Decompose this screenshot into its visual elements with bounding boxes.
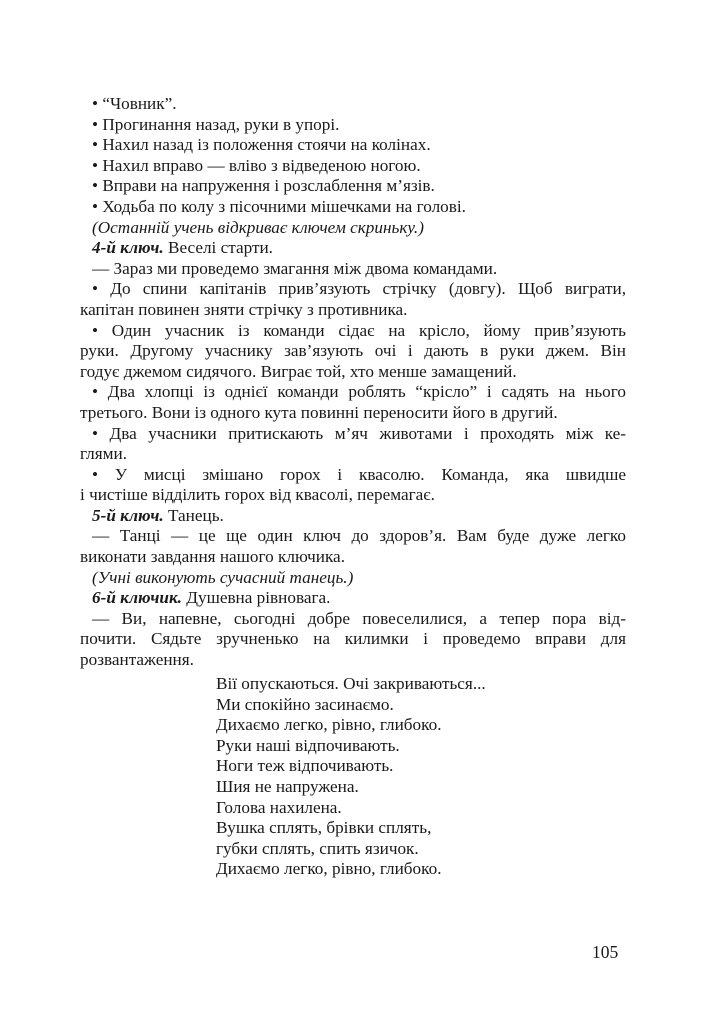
poem-line: губки сплять, спить язичок. (216, 838, 419, 858)
paragraph-line: • Два учасники притискають м’яч животами і проходять між ке- (92, 423, 626, 443)
stage-direction: (Останній учень відкриває ключем скриньку.) (92, 217, 424, 237)
list-item: • Нахил вправо — вліво з відведеною ногою. (92, 155, 421, 175)
paragraph-line: глями. (80, 444, 128, 464)
paragraph-line: — Зараз ми проведемо змагання між двома командами. (92, 258, 498, 278)
list-item: • Прогинання назад, руки в упорі. (92, 114, 340, 134)
paragraph-line: — Танці — це ще один ключ до здоров’я. Вам буде дуже легко (92, 526, 626, 546)
key5-text: Танець. (163, 505, 224, 525)
poem-block (216, 674, 486, 880)
page-number: 105 (592, 942, 619, 962)
section-heading-key5 (80, 506, 626, 527)
poem-line: Ми спокійно засинаємо. (216, 694, 394, 714)
section-heading-key6 (80, 588, 626, 609)
key6-text: Душевна рівновага. (181, 588, 331, 608)
paragraph-line: виконати завдання нашого ключика. (80, 547, 345, 567)
poem-line: Дихаємо легко, рівно, глибоко. (216, 715, 442, 735)
list-item: • Вправи на напруження і розслаблення м’язів. (92, 176, 435, 196)
poem-line: Дихаємо легко, рівно, глибоко. (216, 859, 442, 879)
key5-title: 5-й ключ. (92, 505, 164, 525)
page-body (80, 94, 626, 671)
paragraph-line: почити. Сядьте зручненько на килимки і проведемо вправи для (80, 629, 626, 649)
paragraph-line: • У мисці змішано горох і квасолю. Команда, яка швидше (92, 464, 626, 484)
poem-line: Ноги теж відпочивають. (216, 756, 394, 776)
paragraph-line: • До спини капітанів прив’язують стрічку (довгу). Щоб виграти, (92, 279, 626, 299)
paragraph-line: руки. Другому учаснику зав’язують очі і дають в руки джем. Він (80, 341, 626, 361)
key4-text: Веселі старти. (163, 238, 273, 258)
poem-line: Руки наші відпочивають. (216, 735, 400, 755)
list-item: • “Човник”. (92, 94, 177, 113)
paragraph-line: і чистіше відділить горох від квасолі, перемагає. (80, 485, 435, 505)
paragraph-line: третього. Вони із одного кута повинні переносити його в другий. (80, 402, 558, 422)
list-item: • Нахил назад із положення стоячи на колінах. (92, 135, 431, 155)
poem-line: Голова нахилена. (216, 797, 342, 817)
section-heading-key4 (80, 238, 626, 259)
key4-title: 4-й ключ. (92, 238, 164, 258)
paragraph-line: годує джемом сидячого. Виграє той, хто менше замащений. (80, 361, 517, 381)
poem-line: Шия не напружена. (216, 776, 359, 796)
paragraph-line: • Один учасник із команди сідає на крісло, йому прив’язують (92, 320, 626, 340)
stage-direction: (Учні виконують сучасний танець.) (92, 567, 354, 587)
poem-line: Вушка сплять, брівки сплять, (216, 818, 432, 838)
list-item: • Ходьба по колу з пісочними мішечками на голові. (92, 196, 466, 216)
poem-line: Вії опускаються. Очі закриваються... (216, 674, 486, 693)
paragraph-line: • Два хлопці із однієї команди роблять “крісло” і садять на нього (92, 382, 626, 402)
paragraph-line: — Ви, напевне, сьогодні добре повеселилися, а тепер пора від- (92, 608, 626, 628)
paragraph-line: капітан повинен зняти стрічку з противника. (80, 299, 408, 319)
key6-title: 6-й ключик. (92, 588, 182, 608)
paragraph-line: розвантаження. (80, 650, 194, 670)
